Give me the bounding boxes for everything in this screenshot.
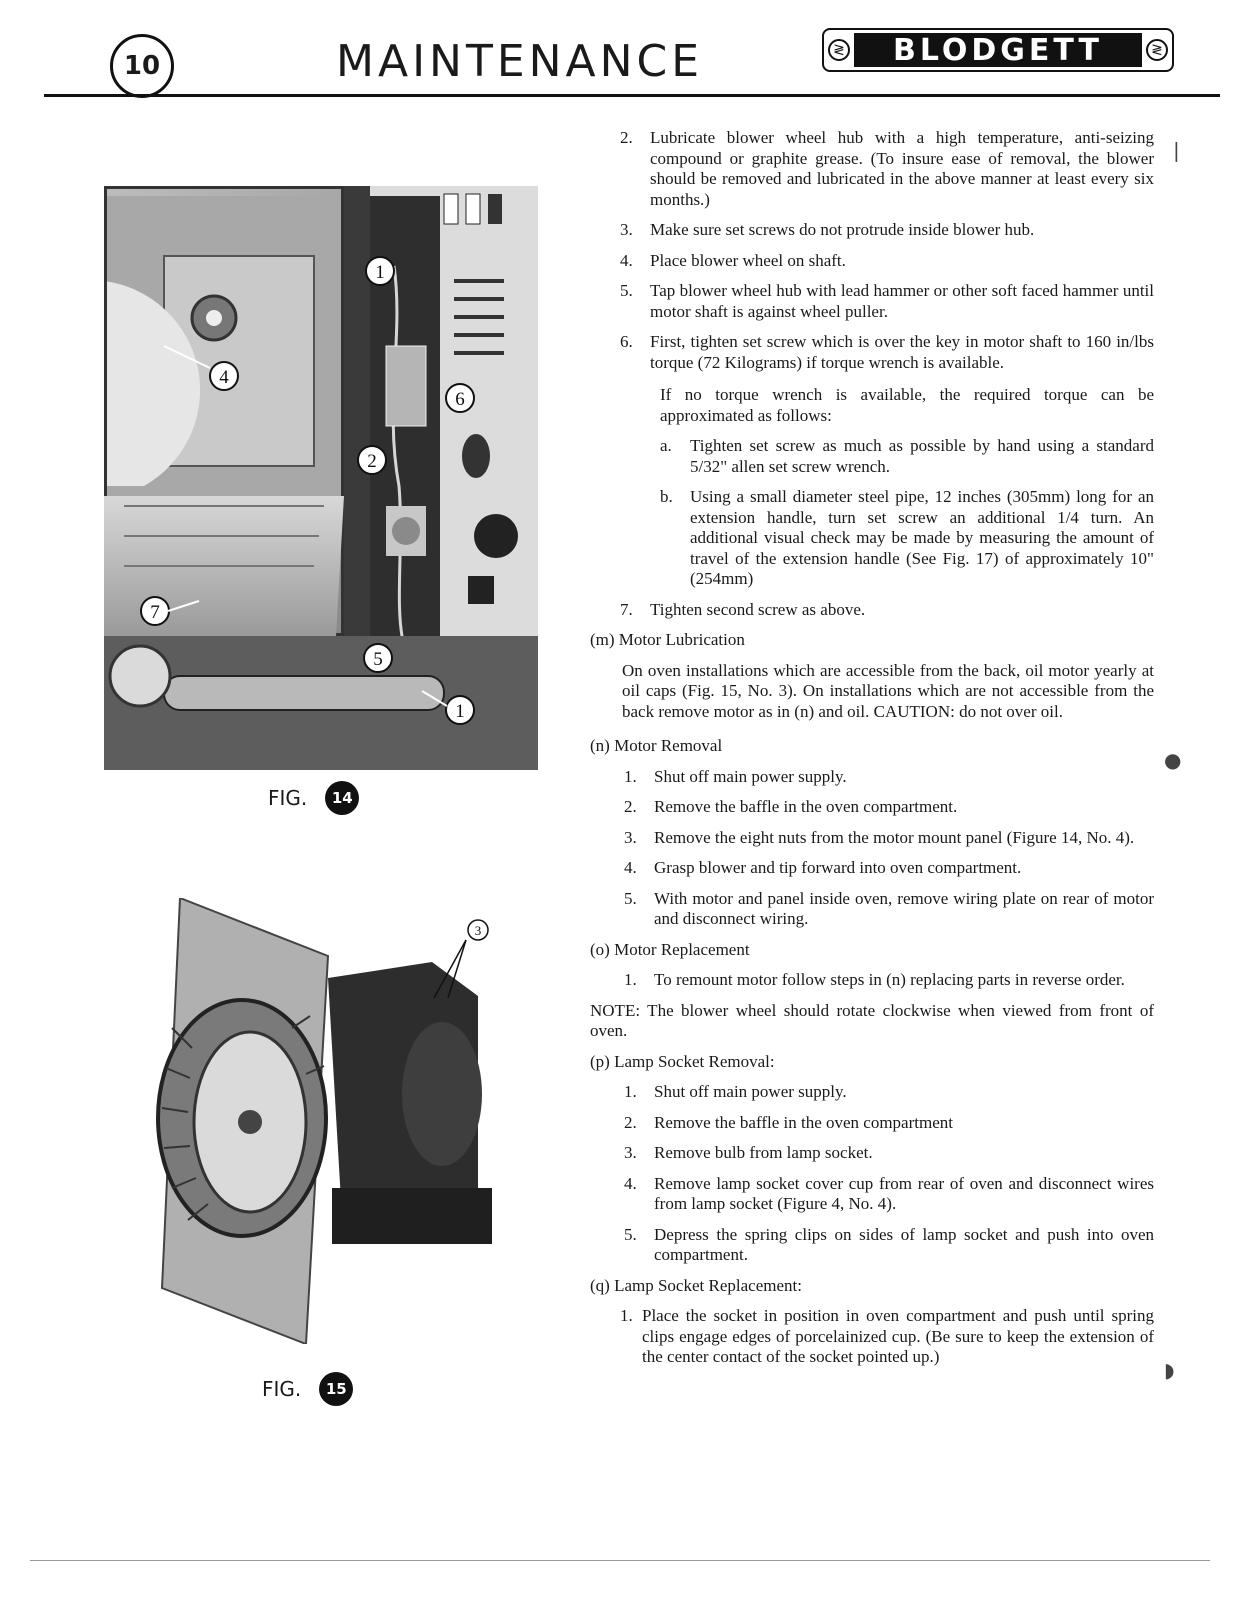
motor-removal-steps	[590, 767, 1154, 930]
lamp-socket-removal-steps	[590, 1082, 1154, 1266]
list-item: 4. Grasp blower and tip forward into oven compartment.	[624, 858, 1022, 877]
logo-wordmark: BLODGETT	[854, 33, 1142, 67]
list-item: 3. Remove the eight nuts from the motor mount panel (Figure 14, No. 4).	[624, 827, 1135, 847]
list-item: 1. Shut off main power supply.	[624, 766, 847, 786]
callout-7: 7	[150, 602, 160, 623]
binder-hole-icon: ●	[1164, 748, 1182, 772]
figure-15-label: FIG.	[262, 1377, 302, 1401]
callout-2: 2	[367, 451, 377, 472]
motor-replacement-steps	[590, 970, 1154, 991]
figure-14-caption	[268, 781, 359, 815]
section-heading: (m) Motor Lubrication	[590, 630, 745, 649]
list-item: a. Tighten set screw as much as possible by hand using a standard 5/32" allen set screw wrench.	[660, 436, 1154, 476]
list-item: 7. Tighten second screw as above.	[620, 599, 866, 619]
figure-14-photo	[104, 186, 538, 770]
list-item: 5. Depress the spring clips on sides of lamp socket and push into oven compartment.	[624, 1224, 1154, 1264]
header-rule	[44, 94, 1220, 97]
torque-note: If no torque wrench is available, the required torque can be approximated as follows:	[660, 385, 1154, 425]
note-text: NOTE: The blower wheel should rotate clockwise when viewed from front of oven.	[590, 1000, 1154, 1040]
section-heading: (p) Lamp Socket Removal:	[590, 1051, 775, 1071]
logo-symbol-icon: ≷	[1146, 39, 1168, 61]
section-heading: (o) Motor Replacement	[590, 939, 750, 959]
blodgett-logo	[822, 28, 1174, 72]
list-item: 4. Remove lamp socket cover cup from rear of oven and disconnect wires from lamp socket (Figure 4, No. 4).	[624, 1173, 1154, 1213]
callout-6: 6	[455, 389, 465, 410]
blower-install-steps	[590, 128, 1154, 620]
list-item: 4. Place blower wheel on shaft.	[620, 250, 846, 270]
callout-1-upper: 1	[375, 262, 385, 283]
footer-rule	[30, 1560, 1210, 1561]
list-item: 3. Make sure set screws do not protrude inside blower hub.	[620, 220, 1035, 239]
callout-4: 4	[219, 367, 229, 388]
list-item: 2. Remove the baffle in the oven compartment.	[624, 797, 958, 816]
callout-5: 5	[373, 649, 383, 670]
page-number: 10	[110, 34, 174, 98]
figure-15-number: 15	[319, 1372, 353, 1406]
motor-lubrication-text: On oven installations which are accessible from the back, oil motor yearly at oil caps (Fig. 15, No. 3). On installations which are not accessible from the back remove motor as in (n) and oil. CAUTION: do not over oil.	[622, 660, 1154, 721]
lamp-socket-replacement-steps	[590, 1306, 1154, 1368]
figure-14-label: FIG.	[268, 786, 308, 810]
callout-1-lower: 1	[455, 701, 465, 722]
list-item: 1. Place the socket in position in oven compartment and push until spring clips engage edges of porcelainized cup. (Be sure to keep the extension of the center contact of the socket pointed up.)	[620, 1306, 1154, 1366]
section-heading: (q) Lamp Socket Replacement:	[590, 1275, 802, 1295]
page-title: MAINTENANCE	[336, 36, 704, 87]
figure-14-number: 14	[325, 781, 359, 815]
instructions-column	[590, 128, 1154, 1378]
blower-motor-illustration	[132, 898, 502, 1344]
section-heading: (n) Motor Removal	[590, 736, 723, 755]
binder-hole-icon: ❘	[1168, 138, 1185, 162]
list-item: 5. Tap blower wheel hub with lead hammer or other soft faced hammer until motor shaft is against wheel puller.	[620, 281, 1154, 321]
list-item: b. Using a small diameter steel pipe, 12 inches (305mm) long for an extension handle, turn set screw an additional 1/4 turn. An additional visual check may be made by measuring the amount of travel of the extension handle (See Fig. 17) of approximately 10" (254mm)	[660, 487, 1154, 588]
list-item: 5. With motor and panel inside oven, remove wiring plate on rear of motor and disconnect wiring.	[624, 888, 1154, 928]
list-item: 2. Remove the baffle in the oven compartment	[624, 1112, 953, 1132]
list-item: 1. To remount motor follow steps in (n) replacing parts in reverse order.	[624, 970, 1125, 989]
oven-interior-illustration	[104, 186, 538, 770]
figure-15-photo	[132, 898, 502, 1344]
list-item: 2. Lubricate blower wheel hub with a high temperature, anti-seizing compound or graphite grease. (To insure ease of removal, the blower should be removed and lubricated in the above manner at least every six months.)	[620, 128, 1154, 209]
logo-symbol-icon: ≷	[828, 39, 850, 61]
list-item: 6. First, tighten set screw which is over the key in motor shaft to 160 in/lbs torque (72 Kilograms) if torque wrench is available.	[620, 332, 1154, 372]
binder-hole-icon: ◗	[1164, 1358, 1175, 1382]
figure-15-caption	[262, 1372, 353, 1406]
callout-3: 3	[474, 923, 482, 938]
list-item: 1. Shut off main power supply.	[624, 1082, 847, 1101]
list-item: 3. Remove bulb from lamp socket.	[624, 1143, 873, 1162]
